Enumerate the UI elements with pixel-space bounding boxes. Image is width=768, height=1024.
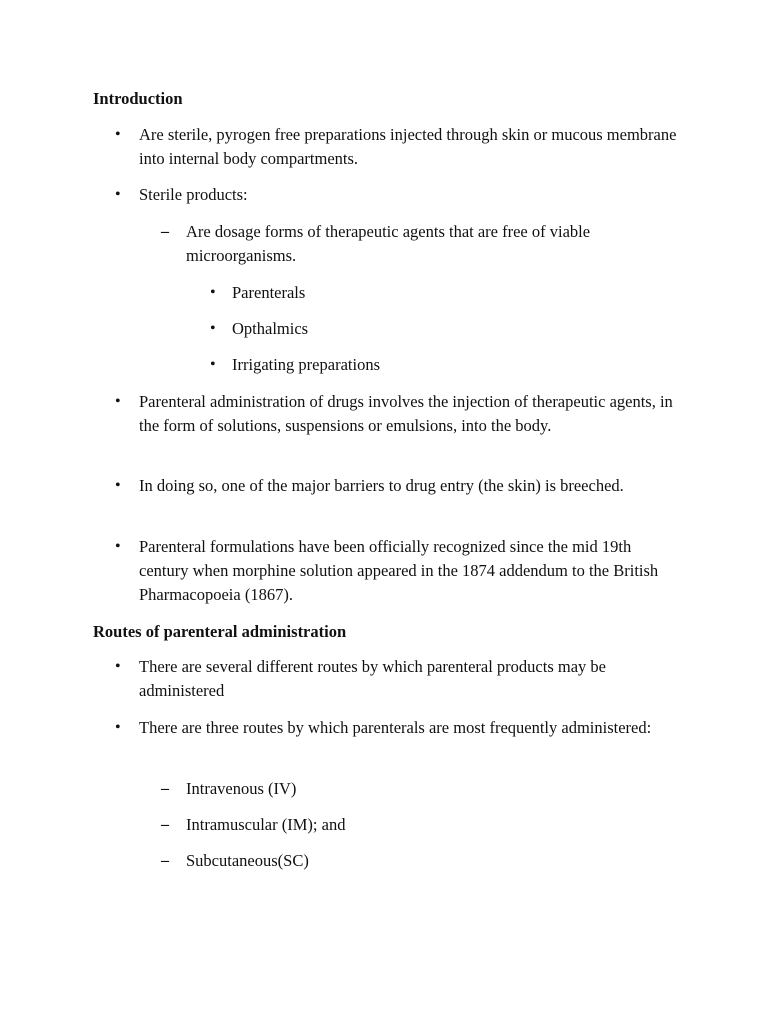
list-item-text: Opthalmics: [232, 319, 309, 338]
dash-marker: –: [161, 223, 169, 240]
list-item: [115, 390, 679, 438]
list-item-text: Intramuscular (IM); and: [186, 815, 346, 834]
bullet-marker: •: [115, 719, 121, 736]
list-item: [115, 655, 679, 703]
list-item: [115, 474, 679, 498]
list-item-text: Parenteral formulations have been officially recognized since the mid 19th century when morphine solution appeared in the 1874 addendum to the British Pharmacopoeia (1867).: [139, 537, 659, 604]
list-item: [161, 813, 676, 837]
list-item-text: There are three routes by which parenterals are most frequently administered:: [139, 718, 652, 737]
list-item-text: Parenteral administration of drugs involves the injection of therapeutic agents, in the form of solutions, suspensions or emulsions, into the body.: [139, 392, 673, 435]
list-item: [115, 716, 679, 740]
list-item-text: Subcutaneous(SC): [186, 851, 309, 870]
dash-marker: –: [161, 816, 169, 833]
bullet-marker: •: [210, 356, 216, 373]
list-item-text: Irrigating preparations: [232, 355, 380, 374]
list-item: [161, 777, 676, 801]
dash-marker: –: [161, 780, 169, 797]
list-item: [115, 123, 679, 171]
bullet-marker: •: [115, 538, 121, 555]
list-item: [210, 317, 672, 341]
bullet-marker: •: [115, 393, 121, 410]
list-item: [210, 353, 672, 377]
heading-routes: Routes of parenteral administration: [93, 622, 347, 641]
bullet-marker: •: [115, 658, 121, 675]
list-item: [210, 281, 672, 305]
list-item: [115, 535, 679, 607]
dash-marker: –: [161, 852, 169, 869]
list-item-text: There are several different routes by which parenteral products may be administered: [139, 657, 606, 700]
list-item-text: Parenterals: [232, 283, 306, 302]
list-item-text: Sterile products:: [139, 185, 248, 204]
heading-introduction: Introduction: [93, 89, 183, 108]
list-item: [161, 849, 676, 873]
list-item-text: Are sterile, pyrogen free preparations injected through skin or mucous membrane into internal body compartments.: [139, 125, 677, 168]
list-item-text: Are dosage forms of therapeutic agents that are free of viable microorganisms.: [186, 222, 591, 265]
list-item-text: In doing so, one of the major barriers to drug entry (the skin) is breeched.: [139, 476, 624, 495]
list-item-text: Intravenous (IV): [186, 779, 297, 798]
bullet-marker: •: [115, 126, 121, 143]
bullet-marker: •: [210, 320, 216, 337]
bullet-marker: •: [210, 284, 216, 301]
bullet-marker: •: [115, 477, 121, 494]
bullet-marker: •: [115, 186, 121, 203]
list-item: [161, 220, 676, 268]
list-item: [115, 183, 679, 207]
